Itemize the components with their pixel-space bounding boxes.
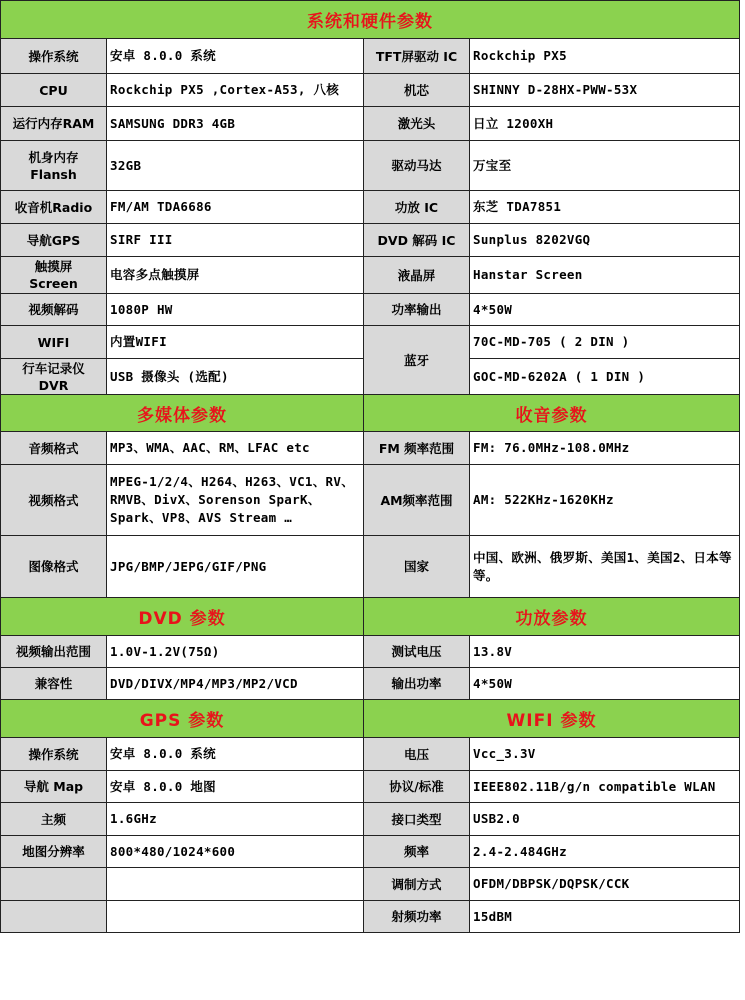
label-mechanism: 机芯 <box>364 74 470 107</box>
section-title-gps: GPS 参数 <box>1 700 364 738</box>
value-radio: FM/AM TDA6686 <box>107 191 364 224</box>
value-lcd: Hanstar Screen <box>470 257 740 294</box>
section-title-system: 系统和硬件参数 <box>1 1 740 39</box>
label-test-voltage: 测试电压 <box>364 636 470 668</box>
value-ram: SAMSUNG DDR3 4GB <box>107 107 364 141</box>
label-dvr-line1: 行车记录仪 <box>22 360 85 376</box>
value-image-format: JPG/BMP/JEPG/GIF/PNG <box>107 536 364 598</box>
value-laser: 日立 1200XH <box>470 107 740 141</box>
value-bluetooth-1: 70C-MD-705 ( 2 DIN ) <box>470 326 740 359</box>
value-am-range: AM: 522KHz-1620KHz <box>470 465 740 536</box>
value-dvr: USB 摄像头 (选配) <box>107 359 364 395</box>
value-gps: SIRF III <box>107 224 364 257</box>
label-os: 操作系统 <box>1 39 107 74</box>
label-storage <box>1 141 107 191</box>
label-touchscreen-line2: Screen <box>29 276 78 291</box>
value-fm-range: FM: 76.0MHz-108.0MHz <box>470 432 740 465</box>
value-wifi: 内置WIFI <box>107 326 364 359</box>
label-radio: 收音机Radio <box>1 191 107 224</box>
label-frequency: 频率 <box>364 836 470 868</box>
label-storage-line2: Flansh <box>30 166 77 182</box>
value-motor: 万宝至 <box>470 141 740 191</box>
value-storage: 32GB <box>107 141 364 191</box>
label-tft-ic: TFT屏驱动 IC <box>364 39 470 74</box>
value-nav-map: 安卓 8.0.0 地图 <box>107 771 364 803</box>
empty-value-cell <box>107 868 364 901</box>
label-video-decode: 视频解码 <box>1 294 107 326</box>
section-title-radio: 收音参数 <box>364 395 740 432</box>
label-clock-freq: 主频 <box>1 803 107 836</box>
label-country: 国家 <box>364 536 470 598</box>
value-dvd-ic: Sunplus 8202VGQ <box>470 224 740 257</box>
label-dvr <box>1 359 107 395</box>
label-protocol: 协议/标准 <box>364 771 470 803</box>
label-compatibility: 兼容性 <box>1 668 107 700</box>
section-title-wifi: WIFI 参数 <box>364 700 740 738</box>
value-frequency: 2.4-2.484GHz <box>470 836 740 868</box>
label-nav-map: 导航 Map <box>1 771 107 803</box>
label-lcd: 液晶屏 <box>364 257 470 294</box>
label-modulation: 调制方式 <box>364 868 470 901</box>
value-voltage: Vcc_3.3V <box>470 738 740 771</box>
value-modulation: OFDM/DBPSK/DQPSK/CCK <box>470 868 740 901</box>
section-title-media: 多媒体参数 <box>1 395 364 432</box>
value-os: 安卓 8.0.0 系统 <box>107 39 364 74</box>
value-power-output: 4*50W <box>470 294 740 326</box>
value-test-voltage: 13.8V <box>470 636 740 668</box>
label-voltage: 电压 <box>364 738 470 771</box>
label-touchscreen-line1: 触摸屏 <box>34 259 73 274</box>
value-clock-freq: 1.6GHz <box>107 803 364 836</box>
empty-label-cell <box>1 901 107 933</box>
label-output-power: 输出功率 <box>364 668 470 700</box>
value-map-resolution: 800*480/1024*600 <box>107 836 364 868</box>
label-map-resolution: 地图分辨率 <box>1 836 107 868</box>
value-protocol: IEEE802.11B/g/n compatible WLAN <box>470 771 740 803</box>
label-cpu: CPU <box>1 74 107 107</box>
label-fm-range: FM 频率范围 <box>364 432 470 465</box>
value-video-output-range: 1.0V-1.2V(75Ω) <box>107 636 364 668</box>
label-bluetooth: 蓝牙 <box>364 326 470 395</box>
label-am-range: AM频率范围 <box>364 465 470 536</box>
empty-value-cell <box>107 901 364 933</box>
label-touchscreen <box>1 257 107 294</box>
value-output-power: 4*50W <box>470 668 740 700</box>
label-audio-format: 音频格式 <box>1 432 107 465</box>
label-dvr-line2: DVR <box>38 377 69 393</box>
section-title-dvd: DVD 参数 <box>1 598 364 636</box>
value-amp-ic: 东芝 TDA7851 <box>470 191 740 224</box>
label-power-output: 功率输出 <box>364 294 470 326</box>
empty-label-cell <box>1 868 107 901</box>
value-touchscreen: 电容多点触摸屏 <box>107 257 364 294</box>
label-ram: 运行内存RAM <box>1 107 107 141</box>
value-bluetooth-2: GOC-MD-6202A ( 1 DIN ) <box>470 359 740 395</box>
value-audio-format: MP3、WMA、AAC、RM、LFAC etc <box>107 432 364 465</box>
label-amp-ic: 功放 IC <box>364 191 470 224</box>
label-gps-os: 操作系统 <box>1 738 107 771</box>
label-wifi: WIFI <box>1 326 107 359</box>
label-storage-line1: 机身内存 <box>28 149 79 165</box>
value-compatibility: DVD/DIVX/MP4/MP3/MP2/VCD <box>107 668 364 700</box>
value-cpu: Rockchip PX5 ,Cortex-A53, 八核 <box>107 74 364 107</box>
label-interface: 接口类型 <box>364 803 470 836</box>
value-video-decode: 1080P HW <box>107 294 364 326</box>
value-country: 中国、欧洲、俄罗斯、美国1、美国2、日本等等。 <box>470 536 740 598</box>
value-mechanism: SHINNY D-28HX-PWW-53X <box>470 74 740 107</box>
value-tft-ic: Rockchip PX5 <box>470 39 740 74</box>
label-dvd-ic: DVD 解码 IC <box>364 224 470 257</box>
value-video-format: MPEG-1/2/4、H264、H263、VC1、RV、RMVB、DivX、Sorenson SparK、Spark、VP8、AVS Stream … <box>107 465 364 536</box>
label-video-output-range: 视频输出范围 <box>1 636 107 668</box>
label-gps: 导航GPS <box>1 224 107 257</box>
value-interface: USB2.0 <box>470 803 740 836</box>
label-laser: 激光头 <box>364 107 470 141</box>
value-rf-power: 15dBM <box>470 901 740 933</box>
section-title-amp: 功放参数 <box>364 598 740 636</box>
label-image-format: 图像格式 <box>1 536 107 598</box>
label-video-format: 视频格式 <box>1 465 107 536</box>
label-motor: 驱动马达 <box>364 141 470 191</box>
label-rf-power: 射频功率 <box>364 901 470 933</box>
value-gps-os: 安卓 8.0.0 系统 <box>107 738 364 771</box>
